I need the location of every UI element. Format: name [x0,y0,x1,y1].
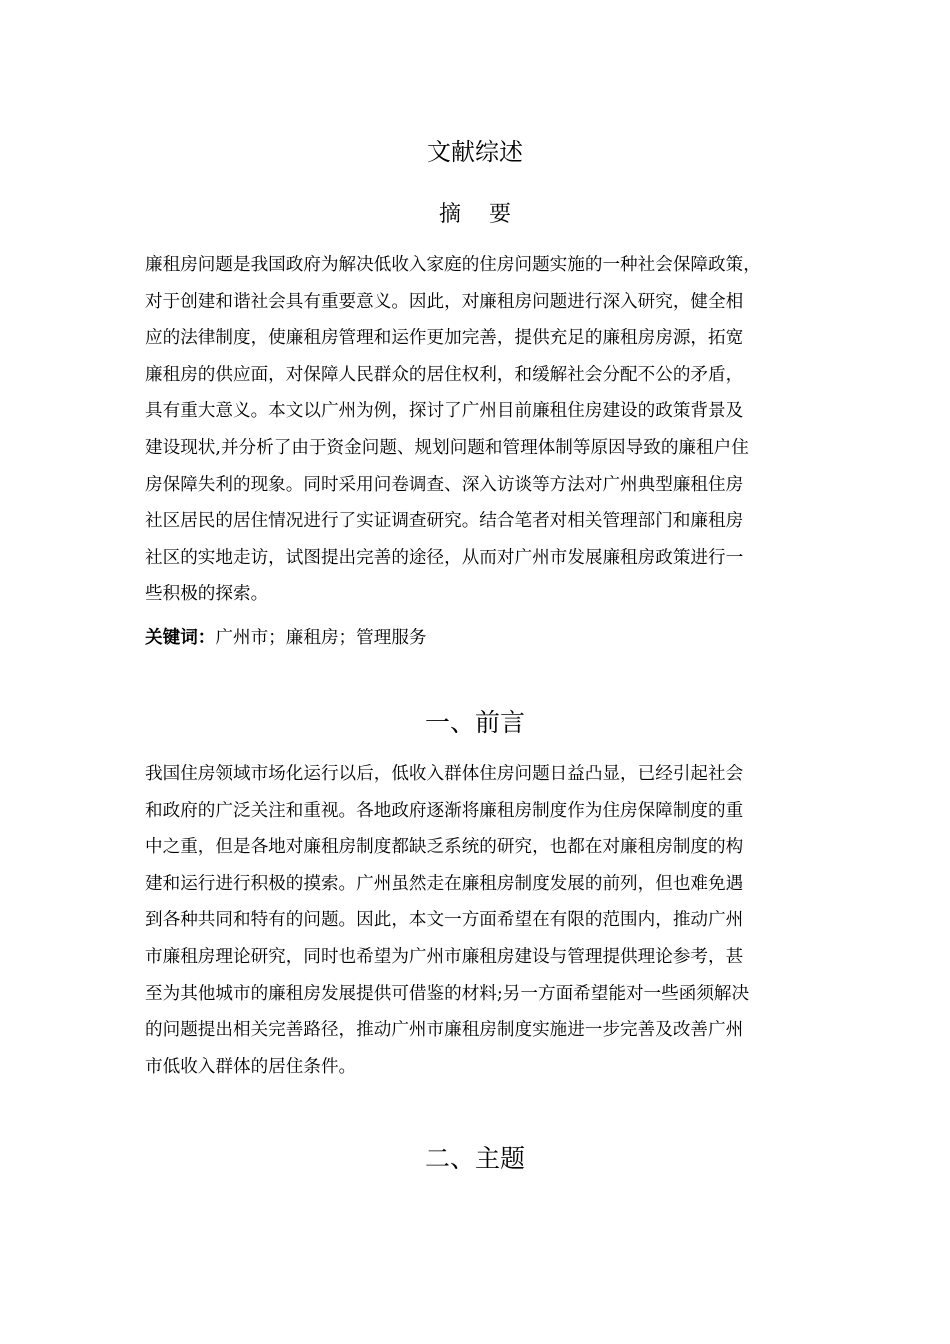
abstract-line: 对于创建和谐社会具有重要意义。因此，对廉租房问题进行深入研究，健全相 [145,291,744,312]
preface-line: 市低收入群体的居住条件。 [145,1056,357,1077]
abstract-line: 具有重大意义。本文以广州为例，探讨了广州目前廉租住房建设的政策背景及 [145,401,744,422]
keywords [145,620,813,657]
preface-line: 和政府的广泛关注和重视。各地政府逐渐将廉租房制度作为住房保障制度的重 [145,800,744,821]
abstract-line: 廉租房问题是我国政府为解决低收入家庭的住房问题实施的一种社会保障政策， [145,255,761,275]
abstract-line: 房保障失利的现象。同时采用问卷调查、深入访谈等方法对广州典型廉租住房 [145,474,744,495]
section-heading-preface: 一、前言 [424,708,525,737]
abstract-line: 社区的实地走访，试图提出完善的途径，从而对广州市发展廉租房政策进行一 [145,547,744,568]
section-heading-topic: 二、主题 [424,1144,525,1173]
abstract-heading [0,198,950,232]
abstract-line: 些积极的探索。 [145,584,269,605]
keywords-text: 广州市；廉租房；管理服务 [215,628,427,648]
abstract-heading-char-1: 摘 [438,202,461,227]
preface-line: 建和运行进行积极的摸索。广州虽然走在廉租房制度发展的前列，但也难免遇 [145,873,744,894]
abstract-body [145,247,813,613]
abstract-line: 建设现状,并分析了由于资金问题、规划问题和管理体制等原因导致的廉租户住 [145,437,749,458]
abstract-line: 应的法律制度，使廉租房管理和运作更加完善，提供充足的廉租房房源，拓宽 [145,328,744,349]
preface-line: 的问题提出相关完善路径，推动广州市廉租房制度实施进一步完善及改善广州 [145,1020,744,1041]
preface-line: 我国住房领域市场化运行以后，低收入群体住房问题日益凸显，已经引起社会 [145,764,744,784]
preface-body [145,756,813,1085]
document-title: 文献综述 [427,138,523,166]
abstract-heading-char-2: 要 [489,202,512,227]
preface-line: 市廉租房理论研究，同时也希望为广州市廉租房建设与管理提供理论参考，甚 [145,946,744,967]
preface-line: 至为其他城市的廉租房发展提供可借鉴的材料;另一方面希望能对一些函须解决 [145,983,750,1004]
preface-line: 到各种共同和特有的问题。因此，本文一方面希望在有限的范围内，推动广州 [145,910,744,931]
keywords-label: 关键词： [145,628,216,648]
abstract-line: 社区居民的居住情况进行了实证调查研究。结合笔者对相关管理部门和廉租房 [145,511,744,532]
abstract-line: 廉租房的供应面，对保障人民群众的居住权利，和缓解社会分配不公的矛盾， [145,364,744,385]
preface-line: 中之重，但是各地对廉租房制度都缺乏系统的研究，也都在对廉租房制度的构 [145,837,744,858]
